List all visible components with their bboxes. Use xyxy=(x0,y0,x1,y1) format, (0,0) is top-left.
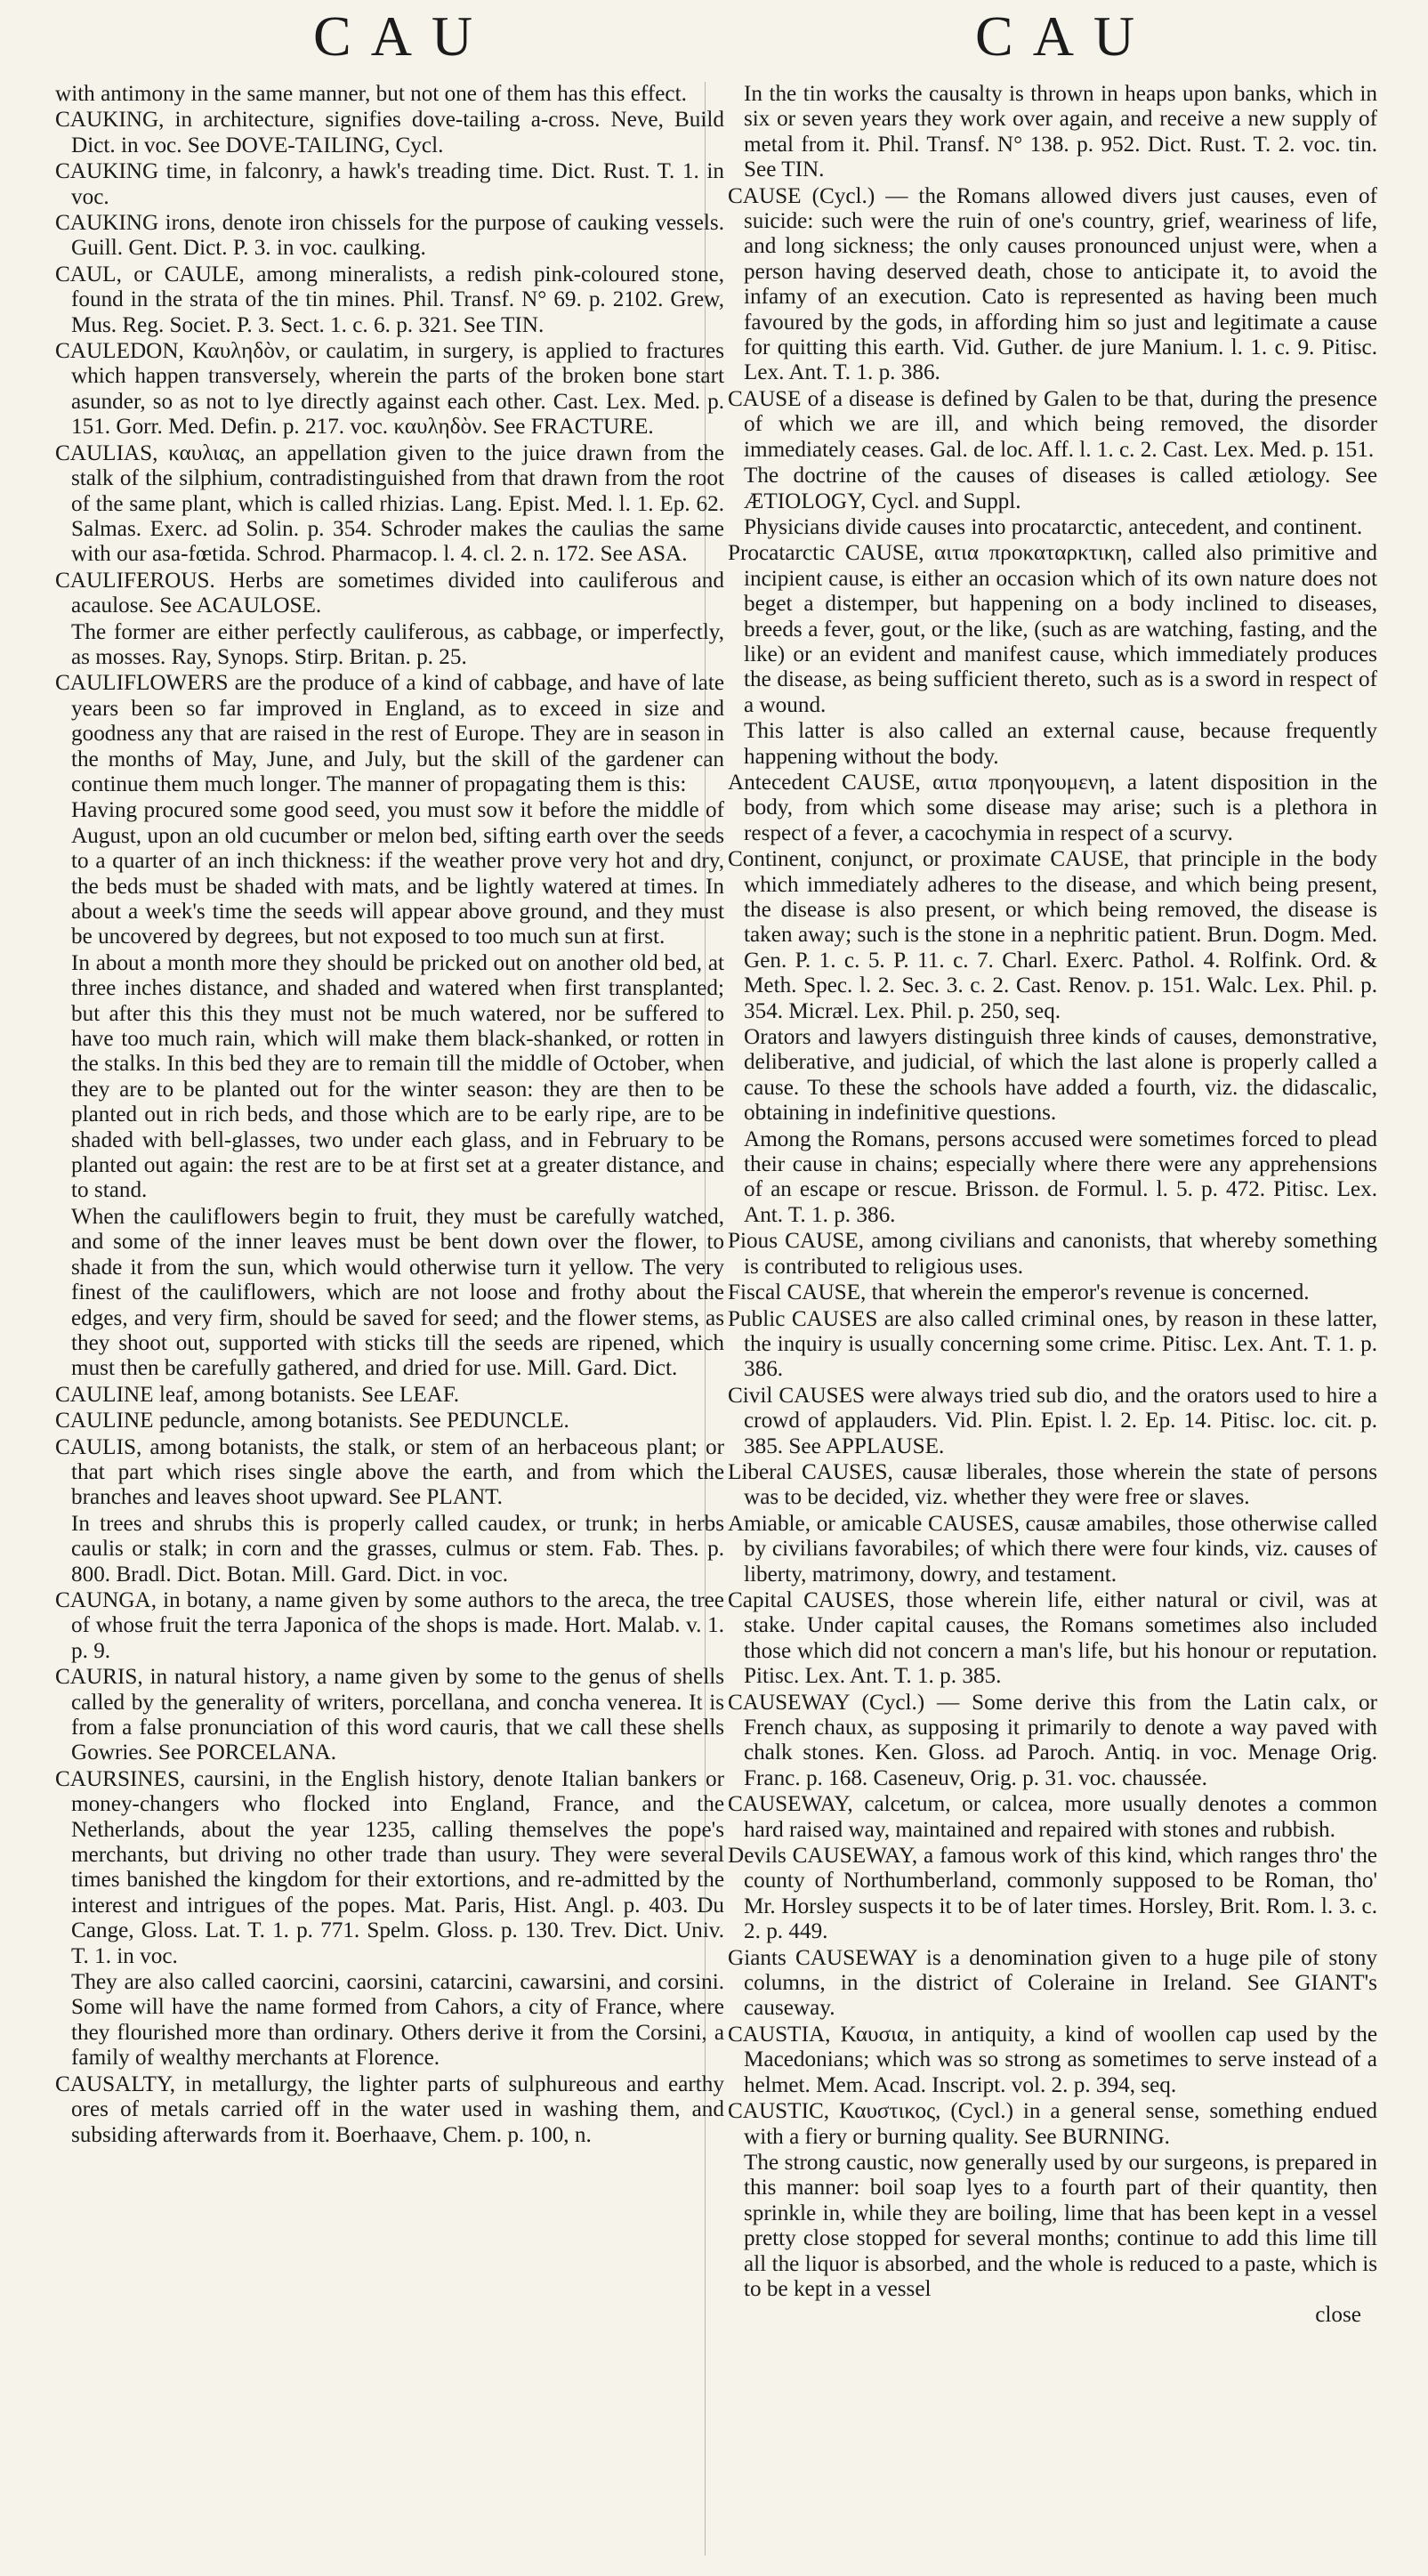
entry-paragraph: Having procured some good seed, you must sow it before the middle of August, upon an old cucumber or melon bed, sifting earth over the seeds to a quarter of an inch thickness: if the weather prove very hot and dry, the beds must be shaded with mats, and be lightly watered at times. In about a week's time the seeds will appear above ground, and they must be uncovered by degrees, but not exposed to too much sun at first. xyxy=(71,798,724,949)
dictionary-entry: Liberal CAUSES, causæ liberales, those wherein the state of persons was to be decided, viz. whether they were free or slaves. xyxy=(728,1459,1377,1510)
dictionary-entry: Civil CAUSES were always tried sub dio, and the orators used to hire a crowd of applauders. Vid. Plin. Epist. l. 2. Ep. 14. Pitisc. loc. cit. p. 385. See APPLAUSE. xyxy=(728,1383,1377,1458)
dictionary-entry: Pious CAUSE, among civilians and canonists, that whereby something is contributed to religious uses. xyxy=(728,1229,1377,1279)
dictionary-entry: CAURIS, in natural history, a name given by some to the genus of shells called by the generality of writers, porcellana, and concha venerea. It is from a false pronunciation of this word cauris, that we call these shells Gowries. See PORCELANA. xyxy=(55,1665,724,1765)
dictionary-entry: CAUSE (Cycl.) — the Romans allowed divers just causes, even of suicide: such were the ruin of one's country, grief, weariness of life, and long sickness; the only causes pronounced unjust were, when a person having deserved death, chose to anticipate it, to avoid the infamy of an execution. Cato is represented as having been much favoured by the gods, in affording him so just and legitimate a cause for quitting this earth. Vid. Guther. de jure Manium. l. 1. c. 9. Pitisc. Lex. Ant. T. 1. p. 386. xyxy=(728,183,1377,385)
dictionary-entry: Capital CAUSES, those wherein life, either natural or civil, was at stake. Under capital causes, the Romans sometimes also included those which did not concern a man's life, but his honour or reputation. Pitisc. Lex. Ant. T. 1. p. 385. xyxy=(728,1587,1377,1689)
dictionary-entry: Giants CAUSEWAY is a denomination given to a huge pile of stony columns, in the district of Coleraine in Ireland. See GIANT's causeway. xyxy=(728,1945,1377,2021)
dictionary-entry: CAUL, or CAULE, among mineralists, a redish pink-coloured stone, found in the strata of the tin mines. Phil. Transf. N° 69. p. 2102. Grew, Mus. Reg. Societ. P. 3. Sect. 1. c. 6. p. 321. See TIN. xyxy=(55,262,724,337)
left-column xyxy=(55,82,724,2149)
running-head-right: CAU xyxy=(975,4,1155,68)
entry-paragraph: In trees and shrubs this is properly called caudex, or trunk; in herbs caulis or stalk; in corn and the grasses, culmus or stem. Fab. Thes. p. 800. Bradl. Dict. Botan. Mill. Gard. Dict. in voc. xyxy=(71,1511,724,1587)
dictionary-entry: CAULIFLOWERS are the produce of a kind of cabbage, and have of late years been so far improved in England, as to exceed in size and goodness any that are raised in the rest of Europe. They are in season in the months of May, June, and July, but the skill of the gardener can continue them much longer. The manner of propagating them is this: xyxy=(55,671,724,796)
entry-paragraph: When the cauliflowers begin to fruit, they must be carefully watched, and some of the inner leaves must be bent down over the flower, to shade it from the sun, which would otherwise turn it yellow. The very finest of the cauliflowers, which are not loose and frothy about the edges, and very firm, should be saved for seed; and the flower stems, as they shoot out, supported with sticks till the seeds are ripened, which must then be carefully gathered, and dried for use. Mill. Gard. Dict. xyxy=(71,1204,724,1381)
dictionary-entry: CAULIAS, καυλιας, an appellation given to the juice drawn from the stalk of the silphium, contradistinguished from that drawn from the root of the same plant, which is called rhizias. Lang. Epist. Med. l. 1. Ep. 62. Salmas. Exerc. ad Solin. p. 354. Schroder makes the caulias the same with our asa-fœtida. Schrod. Pharmacop. l. 4. cl. 2. n. 172. See ASA. xyxy=(55,440,724,567)
dictionary-entry: Amiable, or amicable CAUSES, causæ amabiles, those otherwise called by civilians favorabiles; of which there were four kinds, viz. causes of liberty, matrimony, dowry, and testament. xyxy=(728,1511,1377,1587)
dictionary-entry: Continent, conjunct, or proximate CAUSE, that principle in the body which immediately adheres to the disease, and which being present, the disease is also present, or which being removed, the disease is taken away; such is the stone in a nephritic patient. Brun. Dogm. Med. Gen. P. 1. c. 5. P. 11. c. 7. Charl. Exerc. Pathol. 4. Rolfink. Ord. & Meth. Spec. l. 2. Sec. 3. c. 2. Cast. Renov. p. 151. Walc. Lex. Phil. p. 354. Micræl. Lex. Phil. p. 250, seq. xyxy=(728,847,1377,1023)
dictionary-entry: CAUSEWAY, calcetum, or calcea, more usually denotes a common hard raised way, maintained and repaired with stones and rubbish. xyxy=(728,1792,1377,1842)
dictionary-entry: CAUNGA, in botany, a name given by some authors to the areca, the tree of whose fruit the terra Japonica of the shops is made. Hort. Malab. v. 1. p. 9. xyxy=(55,1587,724,1663)
entry-paragraph: In the tin works the causalty is thrown in heaps upon banks, which in six or seven years they work over again, and receive a new supply of metal from it. Phil. Transf. N° 138. p. 952. Dict. Rust. T. 2. voc. tin. See TIN. xyxy=(744,82,1377,182)
catchword: close xyxy=(1315,2303,1361,2328)
entry-paragraph: The doctrine of the causes of diseases is called ætiology. See ÆTIOLOGY, Cycl. and Suppl. xyxy=(744,464,1377,513)
entry-paragraph: This latter is also called an external cause, because frequently happening without the body. xyxy=(744,719,1377,769)
dictionary-entry: CAUKING time, in falconry, a hawk's treading time. Dict. Rust. T. 1. in voc. xyxy=(55,159,724,209)
right-column xyxy=(728,82,1377,2329)
running-head-left: CAU xyxy=(313,4,493,68)
dictionary-entry: Antecedent CAUSE, αιτια προηγουμενη, a latent disposition in the body, from which some disease may arise; such is a plethora in respect of a fever, a cacochymia in respect of a scurvy. xyxy=(728,770,1377,845)
dictionary-entry: CAULIFEROUS. Herbs are sometimes divided into cauliferous and acaulose. See ACAULOSE. xyxy=(55,568,724,618)
entry-paragraph: In about a month more they should be pricked out on another old bed, at three inches distance, and shaded and watered when first transplanted; but after this this they must not be much watered, nor be suffered to have too much rain, which will make them black-shanked, or rotten in the stalks. In this bed they are to remain till the middle of October, when they are to be planted out for the winter season: they are then to be planted out in rich beds, and those which are to be early ripe, are to be shaded with bell-glasses, two under each glass, and in February to be planted out again: the rest are to be at first set at a greater distance, and to stand. xyxy=(71,950,724,1203)
dictionary-entry: CAULEDON, Καυληδὸν, or caulatim, in surgery, is applied to fractures which happen transversely, wherein the parts of the broken bone start asunder, so as not to lye directly against each other. Cast. Lex. Med. p. 151. Gorr. Med. Defin. p. 217. voc. καυληδὸν. See FRACTURE. xyxy=(55,339,724,440)
dictionary-entry: Fiscal CAUSE, that wherein the emperor's revenue is concerned. xyxy=(728,1280,1310,1305)
entry-paragraph: Among the Romans, persons accused were sometimes forced to plead their cause in chains; especially where there were any apprehensions of an escape or rescue. Brisson. de Formul. l. 5. p. 472. Pitisc. Lex. Ant. T. 1. p. 386. xyxy=(744,1126,1377,1227)
entry-paragraph: Orators and lawyers distinguish three kinds of causes, demonstrative, deliberative, and judicial, of which the last alone is properly called a cause. To these the schools have added a fourth, viz. the didascalic, obtaining in indefinitive questions. xyxy=(744,1025,1377,1126)
dictionary-entry: CAUSALTY, in metallurgy, the lighter parts of sulphureous and earthy ores of metals carried off in the water used in washing them, and subsiding afterwards from it. Boerhaave, Chem. p. 100, n. xyxy=(55,2071,724,2147)
dictionary-entry: Devils CAUSEWAY, a famous work of this kind, which ranges thro' the county of Northumberland, commonly supposed to be Roman, tho' Mr. Horsley suspects it to be of later times. Horsley, Brit. Rom. l. 3. c. 2. p. 449. xyxy=(728,1844,1377,1944)
dictionary-entry: Public CAUSES are also called criminal ones, by reason in these latter, the inquiry is usually concerning some crime. Pitisc. Lex. Ant. T. 1. p. 386. xyxy=(728,1306,1377,1382)
dictionary-entry: CAUSTIA, Καυσια, in antiquity, a kind of woollen cap used by the Macedonians; which was so strong as sometimes to serve instead of a helmet. Mem. Acad. Inscript. vol. 2. p. 394, seq. xyxy=(728,2022,1377,2097)
dictionary-entry: CAULINE peduncle, among botanists. See PEDUNCLE. xyxy=(55,1409,569,1433)
entry-paragraph: The former are either perfectly cauliferous, as cabbage, or imperfectly, as mosses. Ray, Synops. Stirp. Britan. p. 25. xyxy=(71,619,724,669)
dictionary-entry: CAUKING irons, denote iron chissels for the purpose of cauking vessels. Guill. Gent. Dict. P. 3. in voc. caulking. xyxy=(55,211,724,261)
entry-paragraph: with antimony in the same manner, but not one of them has this effect. xyxy=(55,82,687,106)
entry-paragraph: The strong caustic, now generally used by our surgeons, is prepared in this manner: boil soap lyes to a fourth part of their quantity, then sprinkle in, while they are boiling, lime that has been kept in a vessel pretty close stopped for several months; continue to add this lime till all the liquor is absorbed, and the whole is reduced to a paste, which is to be kept in a vessel xyxy=(744,2150,1377,2301)
dictionary-entry: CAUKING, in architecture, signifies dove-tailing a-cross. Neve, Build Dict. in voc. See DOVE-TAILING, Cycl. xyxy=(55,108,724,157)
dictionary-entry: CAUSTIC, Καυστικος, (Cycl.) in a general sense, something endued with a fiery or burning quality. See BURNING. xyxy=(728,2099,1377,2149)
column-divider xyxy=(705,82,706,2556)
dictionary-entry: Procatarctic CAUSE, αιτια προκαταρκτικη, called also primitive and incipient cause, is either an occasion which of its own nature does not beget a distemper, but happening on a body inclined to diseases, breeds a fever, gout, or the like, (such as are watching, fasting, and the like) or an evident and manifest cause, which immediately produces the disease, as being sufficient thereto, such as is a sword in respect of a wound. xyxy=(728,541,1377,717)
dictionary-entry: CAUSE of a disease is defined by Galen to be that, during the presence of which we are ill, and which being removed, the disorder immediately ceases. Gal. de loc. Aff. l. 1. c. 2. Cast. Lex. Med. p. 151. xyxy=(728,386,1377,462)
entry-paragraph: Physicians divide causes into procatarctic, antecedent, and continent. xyxy=(744,514,1363,539)
dictionary-entry: CAULIS, among botanists, the stalk, or stem of an herbaceous plant; or that part which rises single above the earth, and from which the branches and leaves shoot upward. See PLANT. xyxy=(55,1434,724,1510)
dictionary-entry: CAUSEWAY (Cycl.) — Some derive this from the Latin calx, or French chaux, as supposing it primarily to denote a way paved with chalk stones. Ken. Gloss. ad Paroch. Antiq. in voc. Menage Orig. Franc. p. 168. Caseneuv, Orig. p. 31. voc. chaussée. xyxy=(728,1690,1377,1790)
entry-paragraph: They are also called caorcini, caorsini, catarcini, cawarsini, and corsini. Some will have the name formed from Cahors, a city of France, where they flourished more than ordinary. Others derive it from the Corsini, a family of wealthy merchants at Florence. xyxy=(71,1970,724,2071)
dictionary-entry: CAULINE leaf, among botanists. See LEAF. xyxy=(55,1382,460,1407)
dictionary-entry: CAURSINES, caursini, in the English history, denote Italian bankers or money-changers who flocked into England, France, and the Netherlands, about the year 1235, calling themselves the pope's merchants, but driving no other trade than usury. They were several times banished the kingdom for their extortions, and re-admitted by the interest and intrigues of the popes. Mat. Paris, Hist. Angl. p. 403. Du Cange, Gloss. Lat. T. 1. p. 771. Spelm. Gloss. p. 130. Trev. Dict. Univ. T. 1. in voc. xyxy=(55,1766,724,1968)
